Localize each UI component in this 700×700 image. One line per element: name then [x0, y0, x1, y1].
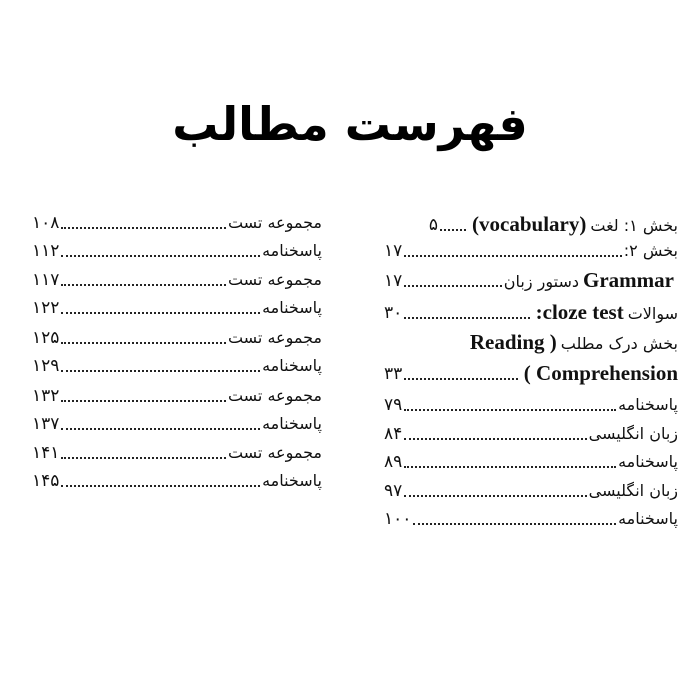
toc-entry-continuation[interactable] — [384, 359, 678, 389]
leader-dots — [61, 351, 260, 381]
toc-entry-label: پاسخنامه — [618, 452, 678, 471]
leader-dots — [404, 359, 518, 389]
toc-page-number: ۱۰۰ — [384, 509, 412, 529]
toc-entry[interactable] — [384, 236, 678, 266]
toc-entry-label: مجموعه تست — [227, 443, 322, 462]
toc-entry-label: مجموعه تست — [227, 270, 322, 289]
toc-entry[interactable] — [32, 438, 322, 468]
toc-entry-label: Grammarدستور زبان — [503, 268, 674, 292]
toc-entry[interactable] — [32, 293, 322, 323]
toc-page-number: ۵ — [428, 215, 439, 235]
leader-dots — [61, 236, 260, 266]
toc-entry-label: Comprehension ) — [523, 361, 678, 385]
toc-entry[interactable] — [32, 351, 322, 381]
toc-page-number: ۱۲۹ — [32, 356, 60, 376]
leader-dots — [61, 438, 226, 468]
toc-page-number: ۱۴۵ — [32, 471, 60, 491]
toc-entry[interactable] — [32, 381, 322, 411]
toc-page-number: ۳۳ — [384, 364, 403, 384]
toc-entry[interactable] — [384, 476, 678, 506]
leader-dots — [61, 381, 226, 411]
toc-entry-label: پاسخنامه — [618, 509, 678, 528]
toc-page-number: ۱۱۷ — [32, 270, 60, 290]
toc-page-number: ۹۷ — [384, 481, 403, 501]
leader-dots — [404, 266, 502, 296]
toc-page-number: ۱۲۲ — [32, 298, 60, 318]
toc-page-number: ۷۹ — [384, 395, 403, 415]
leader-dots — [413, 504, 616, 534]
leader-dots — [404, 236, 621, 266]
toc-page-number: ۱۲۵ — [32, 328, 60, 348]
toc-entry-label: بخش ۲: — [623, 241, 678, 260]
leader-dots — [61, 208, 226, 238]
toc-entry[interactable] — [384, 390, 678, 420]
toc-entry[interactable] — [32, 409, 322, 439]
toc-entry-label: مجموعه تست — [227, 386, 322, 405]
toc-entry-label: زبان انگلیسی — [588, 424, 678, 443]
toc-entry[interactable] — [384, 266, 678, 296]
toc-page-number: ۳۰ — [384, 303, 403, 323]
leader-dots — [404, 419, 586, 449]
toc-page-number: ۱۳۲ — [32, 386, 60, 406]
toc-page-number: ۱۳۷ — [32, 414, 60, 434]
toc-entry-label: پاسخنامه — [262, 298, 322, 317]
toc-entry[interactable] — [32, 208, 322, 238]
toc-entry[interactable] — [384, 504, 678, 534]
toc-entry-label: پاسخنامه — [618, 395, 678, 414]
toc-entry-label: سوالاتcloze test: — [535, 300, 678, 324]
leader-dots — [404, 390, 616, 420]
leader-dots — [61, 323, 226, 353]
toc-entry-label: پاسخنامه — [262, 241, 322, 260]
toc-entry[interactable] — [32, 265, 322, 295]
toc-entry-label: زبان انگلیسی — [588, 481, 678, 500]
toc-page-number: ۸۹ — [384, 452, 403, 472]
toc-entry-label: مجموعه تست — [227, 328, 322, 347]
toc-page-number: ۱۱۲ — [32, 241, 60, 261]
toc-page-number: ۱۴۱ — [32, 443, 60, 463]
toc-page-number: ۱۷ — [384, 241, 403, 261]
leader-dots — [61, 409, 260, 439]
leader-dots — [404, 298, 529, 328]
toc-entry[interactable] — [32, 236, 322, 266]
leader-dots — [404, 476, 586, 506]
leader-dots — [61, 293, 260, 323]
leader-dots — [61, 265, 226, 295]
leader-dots — [404, 447, 616, 477]
toc-page-number: ۸۴ — [384, 424, 403, 444]
toc-entry[interactable] — [384, 328, 678, 358]
toc-entry-label: مجموعه تست — [227, 213, 322, 232]
toc-entry-label: بخش درک مطلب( Reading — [469, 330, 678, 354]
toc-page-number: ۱۷ — [384, 271, 403, 291]
toc-entry-label: پاسخنامه — [262, 356, 322, 375]
toc-entry[interactable] — [32, 466, 322, 496]
page-title: فهرست مطالب — [172, 97, 528, 151]
leader-dots — [61, 466, 260, 496]
toc-entry[interactable] — [32, 323, 322, 353]
toc-entry[interactable] — [384, 419, 678, 449]
toc-entry-label: بخش ۱: لغت(vocabulary) — [472, 212, 678, 236]
toc-entry-label: پاسخنامه — [262, 471, 322, 490]
toc-entry[interactable] — [384, 298, 678, 328]
toc-entry-label: پاسخنامه — [262, 414, 322, 433]
toc-page-number: ۱۰۸ — [32, 213, 60, 233]
toc-entry[interactable] — [384, 447, 678, 477]
